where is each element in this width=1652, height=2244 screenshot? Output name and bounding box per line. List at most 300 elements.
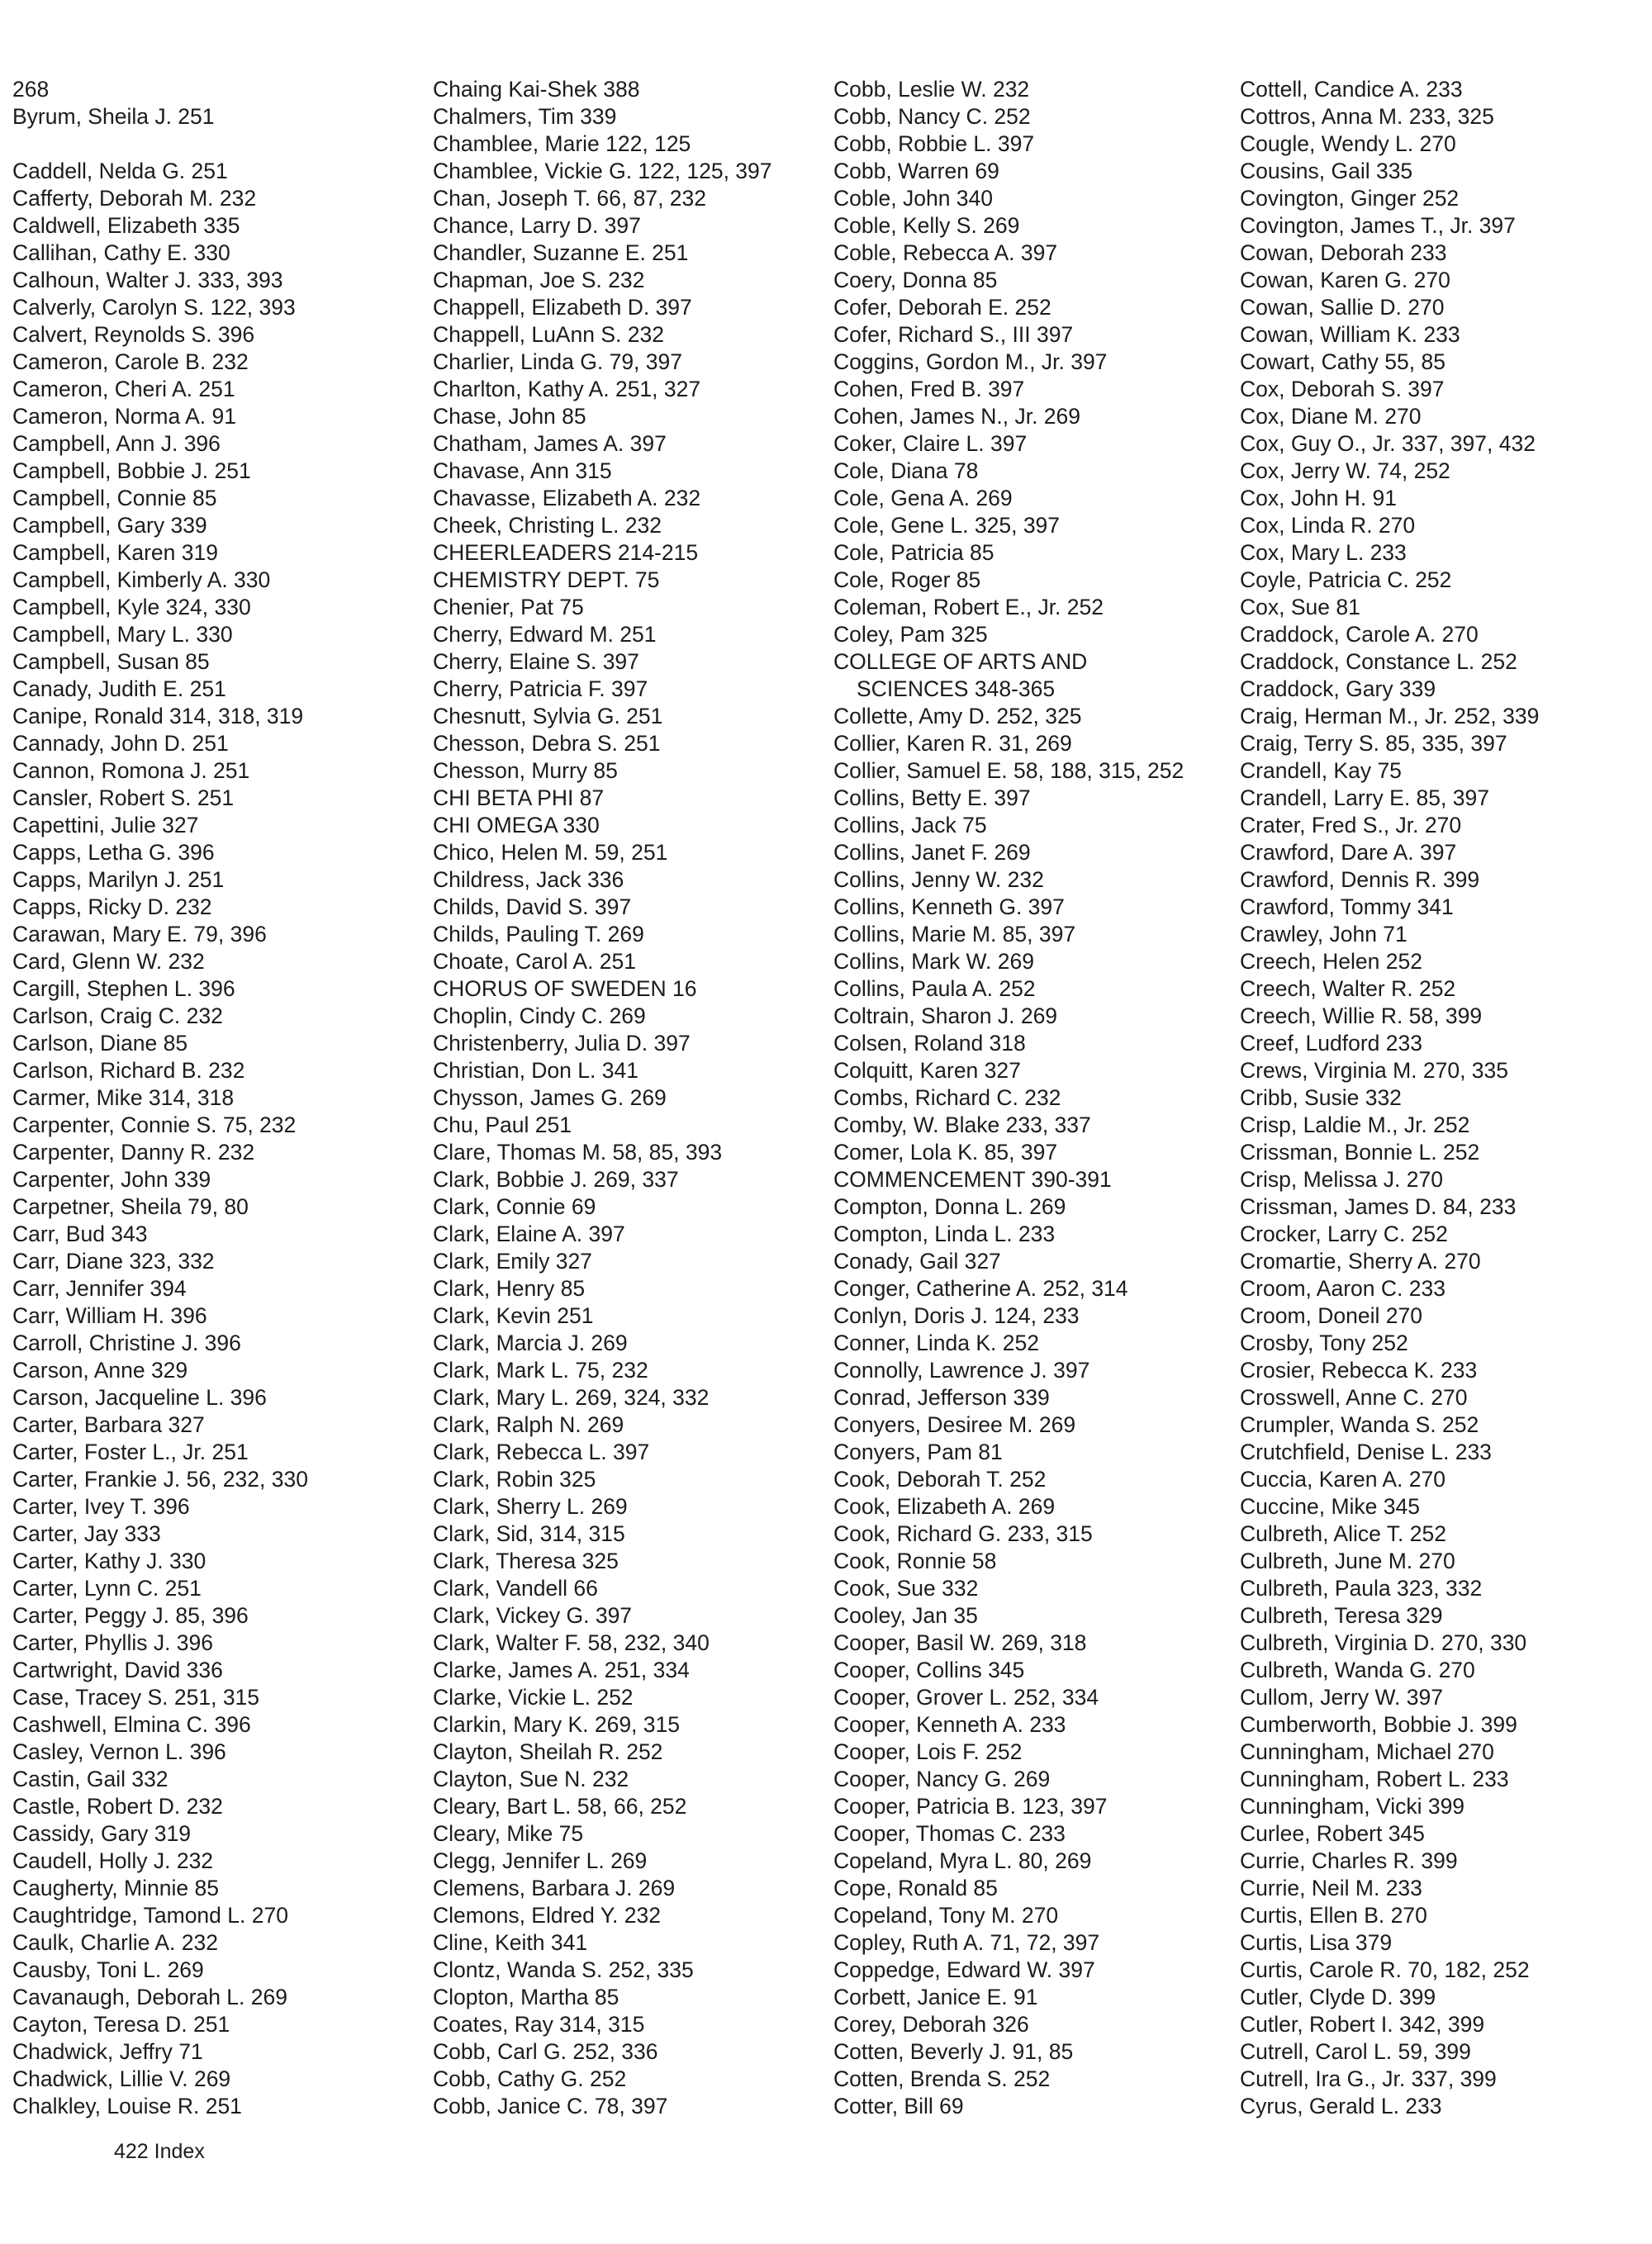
- index-entry: Christian, Don L. 341: [433, 1058, 638, 1083]
- index-entry: Crosswell, Anne C. 270: [1240, 1385, 1468, 1410]
- index-entry: Clark, Elaine A. 397: [433, 1222, 625, 1246]
- index-entry: Chavasse, Elizabeth A. 232: [433, 486, 701, 510]
- index-entry: Cox, Linda R. 270: [1240, 513, 1416, 538]
- index-entry: Clark, Connie 69: [433, 1194, 596, 1219]
- index-entry: Cannon, Romona J. 251: [12, 758, 250, 783]
- index-entry: Cheek, Christing L. 232: [433, 513, 662, 538]
- index-entry: Cline, Keith 341: [433, 1930, 588, 1955]
- index-entry: Compton, Donna L. 269: [833, 1194, 1066, 1219]
- index-entry: Cooper, Patricia B. 123, 397: [833, 1794, 1108, 1819]
- index-entry: Cobb, Warren 69: [833, 159, 999, 183]
- index-entry: Chappell, Elizabeth D. 397: [433, 295, 692, 320]
- index-entry: Copeland, Tony M. 270: [833, 1903, 1059, 1928]
- index-entry: Cox, Diane M. 270: [1240, 404, 1422, 429]
- index-entry: Calverly, Carolyn S. 122, 393: [12, 295, 296, 320]
- index-entry: Creech, Willie R. 58, 399: [1240, 1003, 1483, 1028]
- index-entry: Culbreth, Paula 323, 332: [1240, 1576, 1483, 1601]
- index-entry: Collier, Karen R. 31, 269: [833, 731, 1072, 756]
- index-entry: Coery, Donna 85: [833, 268, 998, 292]
- index-entry: Crisp, Laldie M., Jr. 252: [1240, 1113, 1470, 1137]
- index-entry: Covington, Ginger 252: [1240, 186, 1460, 211]
- index-entry: Cutler, Robert I. 342, 399: [1240, 2012, 1485, 2037]
- index-entry: Cox, John H. 91: [1240, 486, 1398, 510]
- index-entry: Chavase, Ann 315: [433, 458, 612, 483]
- index-entry: Compton, Linda L. 233: [833, 1222, 1056, 1246]
- index-entry: Carter, Barbara 327: [12, 1412, 205, 1437]
- index-entry: Cotter, Bill 69: [833, 2094, 964, 2118]
- index-entry: Cobb, Nancy C. 252: [833, 104, 1031, 129]
- index-entry: Carter, Frankie J. 56, 232, 330: [12, 1467, 308, 1492]
- index-entry: Culbreth, Wanda G. 270: [1240, 1658, 1475, 1682]
- index-entry: Cannady, John D. 251: [12, 731, 229, 756]
- index-entry: Cumberworth, Bobbie J. 399: [1240, 1712, 1517, 1737]
- index-entry: Chalkley, Louise R. 251: [12, 2094, 242, 2118]
- index-entry: Cunningham, Robert L. 233: [1240, 1767, 1509, 1791]
- index-entry: Cobb, Robbie L. 397: [833, 131, 1035, 156]
- index-letter-gap: [12, 130, 308, 158]
- index-entry: Collins, Paula A. 252: [833, 976, 1036, 1001]
- index-entry: Comby, W. Blake 233, 337: [833, 1113, 1091, 1137]
- index-entry: Campbell, Kimberly A. 330: [12, 567, 271, 592]
- index-entry: Chenier, Pat 75: [433, 595, 584, 619]
- index-entry: Carr, Diane 323, 332: [12, 1249, 215, 1274]
- index-column-4: [1240, 76, 1539, 2120]
- index-entry: Chesson, Debra S. 251: [433, 731, 661, 756]
- index-entry: Childs, David S. 397: [433, 894, 632, 919]
- index-entry: Chico, Helen M. 59, 251: [433, 840, 668, 865]
- index-entry: CHI OMEGA 330: [433, 813, 600, 837]
- index-entry: Cougle, Wendy L. 270: [1240, 131, 1456, 156]
- index-entry: Combs, Richard C. 232: [833, 1085, 1061, 1110]
- index-entry: Cherry, Edward M. 251: [433, 622, 657, 647]
- index-entry: Cohen, Fred B. 397: [833, 377, 1025, 401]
- index-entry: Cameron, Norma A. 91: [12, 404, 237, 429]
- index-entry: Chysson, James G. 269: [433, 1085, 667, 1110]
- index-entry: Cunningham, Vicki 399: [1240, 1794, 1465, 1819]
- index-entry: CHEERLEADERS 214-215: [433, 540, 699, 565]
- index-entry: Cole, Patricia 85: [833, 540, 995, 565]
- index-entry: Crosier, Rebecca K. 233: [1240, 1358, 1478, 1383]
- index-entry: Cowan, Deborah 233: [1240, 240, 1447, 265]
- index-entry: Childress, Jack 336: [433, 867, 624, 892]
- index-entry: Craddock, Constance L. 252: [1240, 649, 1517, 674]
- index-entry: Cohen, James N., Jr. 269: [833, 404, 1081, 429]
- index-entry: Clark, Sherry L. 269: [433, 1494, 628, 1519]
- index-entry: Clarke, Vickie L. 252: [433, 1685, 634, 1710]
- index-entry: Chan, Joseph T. 66, 87, 232: [433, 186, 707, 211]
- index-entry: Caldwell, Elizabeth 335: [12, 213, 240, 238]
- index-entry: Craig, Terry S. 85, 335, 397: [1240, 731, 1507, 756]
- index-entry: Carr, Jennifer 394: [12, 1276, 187, 1301]
- index-entry: Carlson, Craig C. 232: [12, 1003, 223, 1028]
- index-entry: Charlier, Linda G. 79, 397: [433, 349, 682, 374]
- index-entry: Campbell, Connie 85: [12, 486, 217, 510]
- index-entry: Choate, Carol A. 251: [433, 949, 637, 974]
- index-entry: Cullom, Jerry W. 397: [1240, 1685, 1443, 1710]
- index-entry: Casley, Vernon L. 396: [12, 1739, 226, 1764]
- index-entry: Cleary, Bart L. 58, 66, 252: [433, 1794, 687, 1819]
- index-entry: Cowan, Karen G. 270: [1240, 268, 1450, 292]
- index-entry: Coker, Claire L. 397: [833, 431, 1028, 456]
- index-entry: Cox, Sue 81: [1240, 595, 1360, 619]
- index-entry: Coltrain, Sharon J. 269: [833, 1003, 1058, 1028]
- index-entry: COMMENCEMENT 390-391: [833, 1167, 1112, 1192]
- index-entry: Cook, Deborah T. 252: [833, 1467, 1047, 1492]
- index-entry: Corbett, Janice E. 91: [833, 1985, 1038, 2009]
- index-entry: Culbreth, Alice T. 252: [1240, 1521, 1446, 1546]
- index-entry: Campbell, Gary 339: [12, 513, 207, 538]
- index-entry: Cherry, Patricia F. 397: [433, 676, 648, 701]
- index-entry: Collins, Marie M. 85, 397: [833, 922, 1076, 946]
- index-entry: Collier, Samuel E. 58, 188, 315, 252: [833, 758, 1184, 783]
- index-entry: Capps, Ricky D. 232: [12, 894, 212, 919]
- index-entry: Creech, Helen 252: [1240, 949, 1422, 974]
- index-entry: Cunningham, Michael 270: [1240, 1739, 1494, 1764]
- index-entry: Clayton, Sue N. 232: [433, 1767, 629, 1791]
- page-footer: 422 Index: [114, 2140, 205, 2163]
- index-entry: Crissman, Bonnie L. 252: [1240, 1140, 1480, 1165]
- index-entry: Creech, Walter R. 252: [1240, 976, 1456, 1001]
- index-entry: Coley, Pam 325: [833, 622, 988, 647]
- index-entry: Carter, Ivey T. 396: [12, 1494, 190, 1519]
- index-entry: Cuccine, Mike 345: [1240, 1494, 1420, 1519]
- index-entry: Craddock, Carole A. 270: [1240, 622, 1479, 647]
- index-entry: Conyers, Pam 81: [833, 1440, 1003, 1464]
- index-entry: Cottros, Anna M. 233, 325: [1240, 104, 1494, 129]
- index-entry: Cook, Sue 332: [833, 1576, 979, 1601]
- index-entry: Clark, Emily 327: [433, 1249, 592, 1274]
- index-entry: Coble, Kelly S. 269: [833, 213, 1020, 238]
- index-entry: Conlyn, Doris J. 124, 233: [833, 1303, 1080, 1328]
- index-entry: Croom, Doneil 270: [1240, 1303, 1422, 1328]
- index-entry: Clark, Robin 325: [433, 1467, 596, 1492]
- index-entry: Cole, Gena A. 269: [833, 486, 1013, 510]
- index-entry: Conger, Catherine A. 252, 314: [833, 1276, 1128, 1301]
- index-entry: Campbell, Kyle 324, 330: [12, 595, 251, 619]
- index-entry: Capettini, Julie 327: [12, 813, 199, 837]
- index-entry: Crumpler, Wanda S. 252: [1240, 1412, 1479, 1437]
- index-entry: Curlee, Robert 345: [1240, 1821, 1425, 1846]
- index-entry: Carpetner, Sheila 79, 80: [12, 1194, 249, 1219]
- index-entry: Cotten, Beverly J. 91, 85: [833, 2039, 1074, 2064]
- index-entry: Cleary, Mike 75: [433, 1821, 584, 1846]
- index-entry: Clark, Vandell 66: [433, 1576, 598, 1601]
- index-entry: Cargill, Stephen L. 396: [12, 976, 235, 1001]
- index-entry: Curtis, Carole R. 70, 182, 252: [1240, 1957, 1530, 1982]
- index-entry: Covington, James T., Jr. 397: [1240, 213, 1516, 238]
- index-entry: Chance, Larry D. 397: [433, 213, 641, 238]
- index-entry: Conady, Gail 327: [833, 1249, 1001, 1274]
- index-entry: Collette, Amy D. 252, 325: [833, 704, 1082, 728]
- index-entry: Callihan, Cathy E. 330: [12, 240, 230, 265]
- index-entry: Conrad, Jefferson 339: [833, 1385, 1050, 1410]
- index-entry: Cribb, Susie 332: [1240, 1085, 1402, 1110]
- index-entry: Crissman, James D. 84, 233: [1240, 1194, 1517, 1219]
- index-column-2: [433, 76, 772, 2120]
- index-entry: Currie, Neil M. 233: [1240, 1876, 1422, 1900]
- index-entry: Cutler, Clyde D. 399: [1240, 1985, 1436, 2009]
- index-entry: Clarke, James A. 251, 334: [433, 1658, 690, 1682]
- index-entry: Caulk, Charlie A. 232: [12, 1930, 218, 1955]
- index-entry: Campbell, Ann J. 396: [12, 431, 221, 456]
- index-entry: Cook, Elizabeth A. 269: [833, 1494, 1056, 1519]
- index-entry: Cyrus, Gerald L. 233: [1240, 2094, 1442, 2118]
- index-entry: Christenberry, Julia D. 397: [433, 1031, 691, 1056]
- index-entry: Carter, Peggy J. 85, 396: [12, 1603, 249, 1628]
- index-entry: Cavanaugh, Deborah L. 269: [12, 1985, 287, 2009]
- index-entry: CHEMISTRY DEPT. 75: [433, 567, 660, 592]
- index-entry: Chu, Paul 251: [433, 1113, 572, 1137]
- index-entry: Cope, Ronald 85: [833, 1876, 998, 1900]
- index-entry: Caughtridge, Tamond L. 270: [12, 1903, 288, 1928]
- index-column-1: [12, 76, 308, 2120]
- page-number: 268: [12, 77, 50, 102]
- index-entry: Cox, Deborah S. 397: [1240, 377, 1445, 401]
- index-entry: Carter, Jay 333: [12, 1521, 161, 1546]
- index-entry: Conyers, Desiree M. 269: [833, 1412, 1076, 1437]
- index-entry: Collins, Betty E. 397: [833, 785, 1031, 810]
- index-entry: Carlson, Diane 85: [12, 1031, 188, 1056]
- index-entry: Clare, Thomas M. 58, 85, 393: [433, 1140, 723, 1165]
- index-column-3: [833, 76, 1184, 2120]
- index-entry: Crater, Fred S., Jr. 270: [1240, 813, 1462, 837]
- index-entry: CHORUS OF SWEDEN 16: [433, 976, 697, 1001]
- index-entry: Currie, Charles R. 399: [1240, 1848, 1458, 1873]
- index-entry: Carpenter, John 339: [12, 1167, 211, 1192]
- index-entry: Clemons, Eldred Y. 232: [433, 1903, 661, 1928]
- index-entry: Cofer, Richard S., III 397: [833, 322, 1074, 347]
- index-entry: Clark, Kevin 251: [433, 1303, 594, 1328]
- index-entry: Collins, Jenny W. 232: [833, 867, 1044, 892]
- index-entry: Cooper, Grover L. 252, 334: [833, 1685, 1099, 1710]
- index-entry: Cole, Roger 85: [833, 567, 981, 592]
- index-entry: Coble, John 340: [833, 186, 994, 211]
- index-entry: COLLEGE OF ARTS AND: [833, 649, 1088, 674]
- index-entry: Cafferty, Deborah M. 232: [12, 186, 257, 211]
- index-entry: Clark, Theresa 325: [433, 1549, 619, 1573]
- index-entry: Carpenter, Danny R. 232: [12, 1140, 255, 1165]
- index-entry: Clark, Bobbie J. 269, 337: [433, 1167, 679, 1192]
- index-entry: Craig, Herman M., Jr. 252, 339: [1240, 704, 1540, 728]
- index-entry: Childs, Pauling T. 269: [433, 922, 644, 946]
- index-entry: Chadwick, Lillie V. 269: [12, 2066, 231, 2091]
- index-entry: Coyle, Patricia C. 252: [1240, 567, 1452, 592]
- index-entry: Campbell, Susan 85: [12, 649, 210, 674]
- index-entry: Craddock, Gary 339: [1240, 676, 1436, 701]
- index-entry: Croom, Aaron C. 233: [1240, 1276, 1446, 1301]
- index-entry: Conner, Linda K. 252: [833, 1331, 1039, 1355]
- index-entry: Capps, Letha G. 396: [12, 840, 215, 865]
- index-entry: Canipe, Ronald 314, 318, 319: [12, 704, 304, 728]
- index-entry: Cox, Mary L. 233: [1240, 540, 1407, 565]
- index-entry: Clark, Walter F. 58, 232, 340: [433, 1630, 710, 1655]
- index-entry: Coleman, Robert E., Jr. 252: [833, 595, 1104, 619]
- index-entry: Cuccia, Karen A. 270: [1240, 1467, 1446, 1492]
- index-entry: Crandell, Larry E. 85, 397: [1240, 785, 1489, 810]
- index-entry: Chadwick, Jeffry 71: [12, 2039, 203, 2064]
- index-entry: Cayton, Teresa D. 251: [12, 2012, 230, 2037]
- index-entry: Cutrell, Carol L. 59, 399: [1240, 2039, 1471, 2064]
- index-entry: Cooley, Jan 35: [833, 1603, 978, 1628]
- index-entry: Chapman, Joe S. 232: [433, 268, 645, 292]
- index-entry: Cameron, Cheri A. 251: [12, 377, 235, 401]
- index-entry: Cooper, Collins 345: [833, 1658, 1025, 1682]
- index-entry: Carr, Bud 343: [12, 1222, 148, 1246]
- index-entry: Campbell, Bobbie J. 251: [12, 458, 251, 483]
- index-entry: Clark, Mark L. 75, 232: [433, 1358, 648, 1383]
- index-entry: Creef, Ludford 233: [1240, 1031, 1422, 1056]
- index-entry: Chappell, LuAnn S. 232: [433, 322, 664, 347]
- index-entry: Cole, Diana 78: [833, 458, 979, 483]
- index-entry: Carson, Anne 329: [12, 1358, 188, 1383]
- index-entry: Cooper, Thomas C. 233: [833, 1821, 1066, 1846]
- index-entry: Cooper, Lois F. 252: [833, 1739, 1023, 1764]
- index-entry: Coble, Rebecca A. 397: [833, 240, 1058, 265]
- index-entry: Clark, Marcia J. 269: [433, 1331, 628, 1355]
- index-entry: Crandell, Kay 75: [1240, 758, 1402, 783]
- index-entry: SCIENCES 348-365: [857, 676, 1056, 701]
- index-entry: Cansler, Robert S. 251: [12, 785, 235, 810]
- index-entry: Crawford, Dennis R. 399: [1240, 867, 1480, 892]
- index-entry: Clontz, Wanda S. 252, 335: [433, 1957, 694, 1982]
- index-entry: Crocker, Larry C. 252: [1240, 1222, 1448, 1246]
- index-entry: Crawley, John 71: [1240, 922, 1408, 946]
- index-entry: Coppedge, Edward W. 397: [833, 1957, 1095, 1982]
- index-entry: Clark, Vickey G. 397: [433, 1603, 633, 1628]
- index-entry: Clark, Sid, 314, 315: [433, 1521, 625, 1546]
- index-entry: Clopton, Martha 85: [433, 1985, 620, 2009]
- index-entry: Canady, Judith E. 251: [12, 676, 226, 701]
- index-entry: Crawford, Dare A. 397: [1240, 840, 1457, 865]
- index-entry: Cook, Ronnie 58: [833, 1549, 997, 1573]
- index-entry: Collins, Kenneth G. 397: [833, 894, 1065, 919]
- index-entry: Caddell, Nelda G. 251: [12, 159, 228, 183]
- index-entry: Cartwright, David 336: [12, 1658, 223, 1682]
- index-entry: Chamblee, Vickie G. 122, 125, 397: [433, 159, 772, 183]
- index-entry: Cobb, Janice C. 78, 397: [433, 2094, 668, 2118]
- index-entry: CHI BETA PHI 87: [433, 785, 605, 810]
- index-entry: Card, Glenn W. 232: [12, 949, 205, 974]
- index-entry: Carter, Phyllis J. 396: [12, 1630, 214, 1655]
- index-entry: Cooper, Nancy G. 269: [833, 1767, 1051, 1791]
- index-entry: Corey, Deborah 326: [833, 2012, 1029, 2037]
- index-entry: Chatham, James A. 397: [433, 431, 667, 456]
- index-entry: Clark, Ralph N. 269: [433, 1412, 624, 1437]
- index-entry: Curtis, Ellen B. 270: [1240, 1903, 1427, 1928]
- index-entry: Collins, Mark W. 269: [833, 949, 1034, 974]
- index-entry: Capps, Marilyn J. 251: [12, 867, 225, 892]
- index-entry: Calhoun, Walter J. 333, 393: [12, 268, 283, 292]
- index-entry: Cox, Jerry W. 74, 252: [1240, 458, 1450, 483]
- index-entry: Coggins, Gordon M., Jr. 397: [833, 349, 1108, 374]
- index-entry: Crutchfield, Denise L. 233: [1240, 1440, 1492, 1464]
- index-entry: Castin, Gail 332: [12, 1767, 169, 1791]
- index-entry: Crosby, Tony 252: [1240, 1331, 1408, 1355]
- index-entry: Caugherty, Minnie 85: [12, 1876, 219, 1900]
- index-entry: Chandler, Suzanne E. 251: [433, 240, 689, 265]
- index-entry: Colquitt, Karen 327: [833, 1058, 1021, 1083]
- index-entry: Cook, Richard G. 233, 315: [833, 1521, 1093, 1546]
- index-entry: Clegg, Jennifer L. 269: [433, 1848, 648, 1873]
- index-entry: Cashwell, Elmina C. 396: [12, 1712, 251, 1737]
- index-entry: Cofer, Deborah E. 252: [833, 295, 1051, 320]
- index-entry: Clark, Rebecca L. 397: [433, 1440, 650, 1464]
- index-entry: Choplin, Cindy C. 269: [433, 1003, 646, 1028]
- index-entry: Cottell, Candice A. 233: [1240, 77, 1463, 102]
- index-entry: Cox, Guy O., Jr. 337, 397, 432: [1240, 431, 1536, 456]
- index-entry: Cole, Gene L. 325, 397: [833, 513, 1061, 538]
- index-entry: Cobb, Leslie W. 232: [833, 77, 1030, 102]
- index-entry: Carter, Lynn C. 251: [12, 1576, 202, 1601]
- index-entry: Cousins, Gail 335: [1240, 159, 1413, 183]
- index-entry: Cobb, Cathy G. 252: [433, 2066, 627, 2091]
- index-entry: Crawford, Tommy 341: [1240, 894, 1454, 919]
- index-entry: Cooper, Kenneth A. 233: [833, 1712, 1066, 1737]
- index-entry: Connolly, Lawrence J. 397: [833, 1358, 1090, 1383]
- index-entry: Culbreth, Teresa 329: [1240, 1603, 1443, 1628]
- index-entry: Carpenter, Connie S. 75, 232: [12, 1113, 297, 1137]
- index-entry: Chesnutt, Sylvia G. 251: [433, 704, 663, 728]
- index-entry: Cassidy, Gary 319: [12, 1821, 192, 1846]
- index-entry: Carr, William H. 396: [12, 1303, 207, 1328]
- index-entry: Calvert, Reynolds S. 396: [12, 322, 255, 347]
- index-entry: Charlton, Kathy A. 251, 327: [433, 377, 701, 401]
- index-entry: Chaing Kai-Shek 388: [433, 77, 640, 102]
- index-entry: Chase, John 85: [433, 404, 586, 429]
- index-entry: Cherry, Elaine S. 397: [433, 649, 639, 674]
- index-entry: Chesson, Murry 85: [433, 758, 618, 783]
- index-entry: Chamblee, Marie 122, 125: [433, 131, 691, 156]
- index-entry: Cameron, Carole B. 232: [12, 349, 249, 374]
- index-entry: Collins, Janet F. 269: [833, 840, 1031, 865]
- index-entry: Cooper, Basil W. 269, 318: [833, 1630, 1087, 1655]
- index-entry: Clayton, Sheilah R. 252: [433, 1739, 663, 1764]
- index-entry: Carlson, Richard B. 232: [12, 1058, 245, 1083]
- index-entry: Campbell, Karen 319: [12, 540, 218, 565]
- index-entry: Collins, Jack 75: [833, 813, 987, 837]
- index-entry: Crews, Virginia M. 270, 335: [1240, 1058, 1509, 1083]
- index-entry: Cotten, Brenda S. 252: [833, 2066, 1051, 2091]
- index-entry: Clemens, Barbara J. 269: [433, 1876, 676, 1900]
- index-entry: Culbreth, June M. 270: [1240, 1549, 1455, 1573]
- index-entry: Caudell, Holly J. 232: [12, 1848, 214, 1873]
- index-entry: Clark, Henry 85: [433, 1276, 586, 1301]
- index-entry: Copeland, Myra L. 80, 269: [833, 1848, 1092, 1873]
- index-entry: Carter, Foster L., Jr. 251: [12, 1440, 249, 1464]
- index-entry: Cowan, Sallie D. 270: [1240, 295, 1445, 320]
- index-entry: Comer, Lola K. 85, 397: [833, 1140, 1058, 1165]
- index-entry: Cromartie, Sherry A. 270: [1240, 1249, 1481, 1274]
- index-entry: Copley, Ruth A. 71, 72, 397: [833, 1930, 1100, 1955]
- index-entry: Culbreth, Virginia D. 270, 330: [1240, 1630, 1527, 1655]
- index-entry: Cutrell, Ira G., Jr. 337, 399: [1240, 2066, 1497, 2091]
- index-entry: Carmer, Mike 314, 318: [12, 1085, 235, 1110]
- index-entry: Cowart, Cathy 55, 85: [1240, 349, 1446, 374]
- index-entry: Clark, Mary L. 269, 324, 332: [433, 1385, 710, 1410]
- index-entry: Cobb, Carl G. 252, 336: [433, 2039, 658, 2064]
- index-entry: Crisp, Melissa J. 270: [1240, 1167, 1443, 1192]
- index-entry: Campbell, Mary L. 330: [12, 622, 233, 647]
- index-entry: Byrum, Sheila J. 251: [12, 104, 215, 129]
- index-entry: Carroll, Christine J. 396: [12, 1331, 241, 1355]
- index-entry: Clarkin, Mary K. 269, 315: [433, 1712, 680, 1737]
- index-entry: Causby, Toni L. 269: [12, 1957, 204, 1982]
- index-entry: Chalmers, Tim 339: [433, 104, 617, 129]
- index-entry: Carter, Kathy J. 330: [12, 1549, 206, 1573]
- index-entry: Cowan, William K. 233: [1240, 322, 1460, 347]
- index-entry: Castle, Robert D. 232: [12, 1794, 223, 1819]
- index-entry: Colsen, Roland 318: [833, 1031, 1026, 1056]
